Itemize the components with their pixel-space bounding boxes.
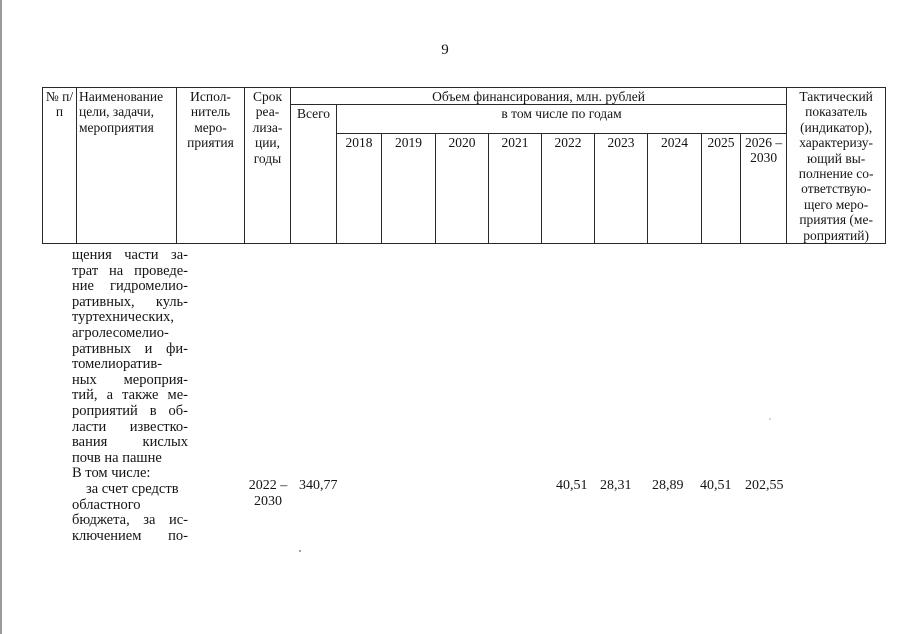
scan-speck bbox=[299, 550, 301, 552]
col-header-year-2022: 2022 bbox=[542, 134, 595, 244]
subrow-name-line: бюджета, за ис- bbox=[72, 513, 188, 529]
subrow-2024: 28,89 bbox=[652, 478, 684, 493]
col-header-funding: Объем финансирования, млн. рублей bbox=[291, 88, 787, 105]
col-header-total: Всего bbox=[291, 105, 337, 244]
col-header-year-2019: 2019 bbox=[382, 134, 436, 244]
name-line: томелиоратив- bbox=[72, 357, 163, 373]
subrow-name-line: областного bbox=[72, 497, 141, 513]
name-line: ных мероприя- bbox=[72, 372, 188, 388]
subrow-total: 340,77 bbox=[299, 478, 338, 493]
col-header-term: Срок реа-лиза-ции, годы bbox=[245, 88, 291, 244]
subrow-2026-2030: 202,55 bbox=[745, 478, 784, 493]
including-label: В том числе: bbox=[72, 466, 151, 482]
name-line: ласти известко- bbox=[72, 419, 188, 435]
name-line: ние гидромелио- bbox=[72, 279, 188, 295]
col-header-year-2020: 2020 bbox=[436, 134, 489, 244]
col-header-by-years: в том числе по годам bbox=[337, 105, 787, 134]
name-line: почв на пашне bbox=[72, 450, 162, 466]
subrow-2023: 28,31 bbox=[600, 478, 632, 493]
col-header-executor: Испол-нитель меро-приятия bbox=[177, 88, 245, 244]
name-line: тий, а также ме- bbox=[72, 388, 188, 404]
scan-speck bbox=[769, 418, 771, 420]
col-header-year-2023: 2023 bbox=[595, 134, 648, 244]
col-header-year-2026-2030: 2026 – 2030 bbox=[741, 134, 787, 244]
subrow-name-line: ключением по- bbox=[72, 528, 188, 544]
funding-table-header bbox=[42, 87, 886, 244]
subrow-term: 2022 – 2030 bbox=[248, 478, 288, 509]
name-line: роприятий в об- bbox=[72, 403, 188, 419]
col-header-year-2021: 2021 bbox=[489, 134, 542, 244]
col-header-year-2018: 2018 bbox=[337, 134, 382, 244]
subrow-name-line: за счет средств bbox=[86, 481, 179, 497]
col-header-year-2025: 2025 bbox=[702, 134, 741, 244]
col-header-name: Наименование цели, задачи, мероприятия bbox=[77, 88, 177, 244]
name-line: вания кислых bbox=[72, 435, 188, 451]
name-line: щения части за- bbox=[72, 248, 188, 263]
name-line: агролесомелио- bbox=[72, 325, 169, 341]
col-header-indicator: Тактический показатель (индикатор), характеризу-ющий вы-полнение со-ответствую-щего меро-приятия (ме-роприятий) bbox=[787, 88, 886, 244]
subrow-2025: 40,51 bbox=[700, 478, 732, 493]
subrow-2022: 40,51 bbox=[556, 478, 588, 493]
name-line: трат на проведе- bbox=[72, 263, 188, 279]
page-left-edge bbox=[0, 0, 2, 634]
measure-name-continuation bbox=[72, 248, 188, 544]
page-number: 9 bbox=[441, 42, 449, 58]
col-header-year-2024: 2024 bbox=[648, 134, 702, 244]
col-header-num: № п/п bbox=[43, 88, 77, 244]
name-line: ративных, куль- bbox=[72, 294, 188, 310]
name-line: ративных и фи- bbox=[72, 341, 188, 357]
name-line: туртехнических, bbox=[72, 310, 175, 326]
